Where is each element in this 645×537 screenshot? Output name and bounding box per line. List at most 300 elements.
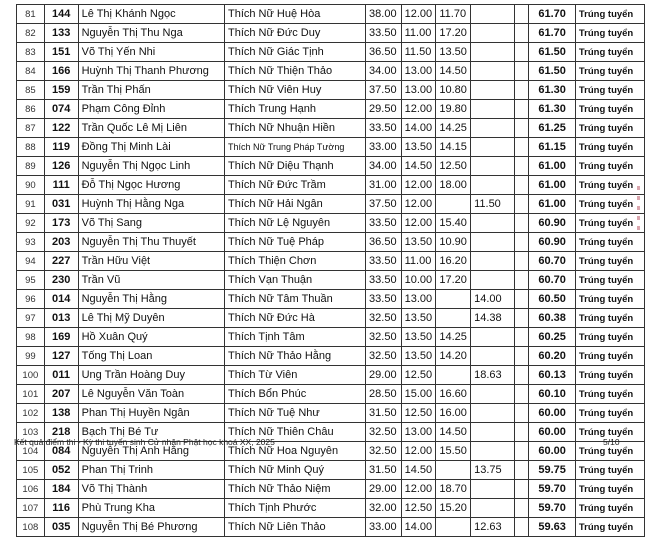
candidate-number-cell: 169 (44, 328, 78, 347)
total-score-cell: 60.90 (529, 233, 576, 252)
table-row (17, 119, 645, 138)
table-row (17, 271, 645, 290)
score-2-cell: 13.00 (401, 62, 436, 81)
candidate-number-cell: 207 (44, 385, 78, 404)
candidate-number-cell: 031 (44, 195, 78, 214)
score-3-cell (436, 309, 471, 328)
dharma-name-cell: Thích Vạn Thuận (224, 271, 365, 290)
score-3-cell: 15.50 (436, 442, 471, 461)
result-status-cell: Trúng tuyển (575, 43, 644, 62)
dharma-name-cell: Thích Nữ Giác Tịnh (224, 43, 365, 62)
candidate-name-cell: Lê Thị Mỹ Duyên (78, 309, 224, 328)
result-status-cell: Trúng tuyển (575, 252, 644, 271)
score-1-cell: 33.50 (366, 271, 402, 290)
dharma-name-cell: Thích Nữ Lệ Nguyên (224, 214, 365, 233)
score-4-cell (471, 442, 514, 461)
row-number-cell: 104 (17, 442, 45, 461)
score-3-cell: 13.50 (436, 43, 471, 62)
result-status-cell: Trúng tuyển (575, 214, 644, 233)
score-5-cell (514, 81, 529, 100)
score-3-cell: 10.80 (436, 81, 471, 100)
score-2-cell: 12.50 (401, 404, 436, 423)
score-1-cell: 32.50 (366, 442, 402, 461)
table-row (17, 328, 645, 347)
candidate-number-cell: 203 (44, 233, 78, 252)
dharma-name-cell: Thích Nữ Thảo Niệm (224, 480, 365, 499)
row-number-cell: 98 (17, 328, 45, 347)
score-2-cell: 12.00 (401, 100, 436, 119)
score-4-cell (471, 499, 514, 518)
row-number-cell: 99 (17, 347, 45, 366)
dharma-name-cell: Thích Từ Viên (224, 366, 365, 385)
result-status-cell: Trúng tuyển (575, 385, 644, 404)
score-2-cell: 14.00 (401, 518, 436, 537)
candidate-number-cell: 122 (44, 119, 78, 138)
total-score-cell: 61.70 (529, 5, 576, 24)
candidate-name-cell: Nguyễn Thị Thu Nga (78, 24, 224, 43)
score-1-cell: 36.50 (366, 43, 402, 62)
score-1-cell: 37.50 (366, 195, 402, 214)
candidate-number-cell: 166 (44, 62, 78, 81)
candidate-number-cell: 116 (44, 499, 78, 518)
total-score-cell: 61.30 (529, 81, 576, 100)
dharma-name-cell: Thích Nữ Liên Thảo (224, 518, 365, 537)
score-2-cell: 12.00 (401, 176, 436, 195)
total-score-cell: 60.70 (529, 271, 576, 290)
table-row (17, 214, 645, 233)
total-score-cell: 60.20 (529, 347, 576, 366)
row-number-cell: 107 (17, 499, 45, 518)
score-3-cell: 10.90 (436, 233, 471, 252)
score-5-cell (514, 24, 529, 43)
table-row (17, 24, 645, 43)
score-4-cell (471, 176, 514, 195)
score-3-cell: 14.25 (436, 119, 471, 138)
total-score-cell: 60.38 (529, 309, 576, 328)
result-status-cell: Trúng tuyển (575, 62, 644, 81)
table-row (17, 518, 645, 537)
score-1-cell: 38.00 (366, 5, 402, 24)
table-row (17, 81, 645, 100)
score-4-cell (471, 328, 514, 347)
total-score-cell: 61.50 (529, 43, 576, 62)
score-2-cell: 13.50 (401, 347, 436, 366)
score-4-cell (471, 100, 514, 119)
score-5-cell (514, 518, 529, 537)
table-row (17, 195, 645, 214)
candidate-name-cell: Hồ Xuân Quý (78, 328, 224, 347)
candidate-name-cell: Phạm Công Đỉnh (78, 100, 224, 119)
score-1-cell: 31.00 (366, 176, 402, 195)
result-status-cell: Trúng tuyển (575, 271, 644, 290)
total-score-cell: 59.70 (529, 480, 576, 499)
candidate-name-cell: Nguyễn Thị Bé Phương (78, 518, 224, 537)
score-5-cell (514, 214, 529, 233)
score-5-cell (514, 195, 529, 214)
dharma-name-cell: Thích Nữ Thiện Thảo (224, 62, 365, 81)
result-status-cell: Trúng tuyển (575, 81, 644, 100)
result-status-cell: Trúng tuyển (575, 195, 644, 214)
candidate-number-cell: 013 (44, 309, 78, 328)
dharma-name-cell: Thích Nữ Huệ Hòa (224, 5, 365, 24)
score-1-cell: 36.50 (366, 233, 402, 252)
table-row (17, 100, 645, 119)
footer-title: Kết quả điểm thi - Kỳ thi tuyển sinh Cử nhân Phật học khoá XX, 2025 (14, 437, 275, 447)
row-number-cell: 86 (17, 100, 45, 119)
dharma-name-cell: Thích Bổn Phúc (224, 385, 365, 404)
score-4-cell (471, 24, 514, 43)
score-2-cell: 13.00 (401, 81, 436, 100)
result-status-cell: Trúng tuyển (575, 176, 644, 195)
result-status-cell: Trúng tuyển (575, 404, 644, 423)
score-5-cell (514, 100, 529, 119)
score-1-cell: 37.50 (366, 81, 402, 100)
results-table-body (17, 5, 645, 537)
table-row (17, 385, 645, 404)
candidate-number-cell: 074 (44, 100, 78, 119)
score-2-cell: 13.50 (401, 309, 436, 328)
score-3-cell: 14.15 (436, 138, 471, 157)
score-1-cell: 29.50 (366, 100, 402, 119)
candidate-number-cell: 126 (44, 157, 78, 176)
table-row (17, 43, 645, 62)
result-status-cell: Trúng tuyển (575, 309, 644, 328)
score-1-cell: 33.50 (366, 24, 402, 43)
score-4-cell (471, 81, 514, 100)
score-3-cell (436, 461, 471, 480)
table-row (17, 290, 645, 309)
table-row (17, 5, 645, 24)
table-row (17, 176, 645, 195)
row-number-cell: 97 (17, 309, 45, 328)
score-3-cell: 18.00 (436, 176, 471, 195)
candidate-name-cell: Phù Trung Kha (78, 499, 224, 518)
candidate-name-cell: Lê Thị Khánh Ngọc (78, 5, 224, 24)
total-score-cell: 61.00 (529, 195, 576, 214)
score-3-cell: 16.20 (436, 252, 471, 271)
candidate-name-cell: Phan Thị Trinh (78, 461, 224, 480)
row-number-cell: 91 (17, 195, 45, 214)
score-2-cell: 13.50 (401, 138, 436, 157)
score-2-cell: 14.50 (401, 157, 436, 176)
candidate-number-cell: 230 (44, 271, 78, 290)
score-4-cell (471, 252, 514, 271)
row-number-cell: 93 (17, 233, 45, 252)
candidate-number-cell: 138 (44, 404, 78, 423)
candidate-name-cell: Huỳnh Thị Hằng Nga (78, 195, 224, 214)
score-1-cell: 33.00 (366, 138, 402, 157)
dharma-name-cell: Thích Tịnh Phước (224, 499, 365, 518)
table-row (17, 461, 645, 480)
candidate-number-cell: 133 (44, 24, 78, 43)
score-3-cell: 17.20 (436, 24, 471, 43)
score-2-cell: 11.00 (401, 252, 436, 271)
score-5-cell (514, 309, 529, 328)
candidate-name-cell: Bạch Thị Bé Tư (78, 423, 224, 442)
candidate-name-cell: Đồng Thị Minh Lài (78, 138, 224, 157)
candidate-name-cell: Đỗ Thị Ngọc Hương (78, 176, 224, 195)
table-row (17, 233, 645, 252)
score-2-cell: 10.00 (401, 271, 436, 290)
score-5-cell (514, 119, 529, 138)
score-2-cell: 13.00 (401, 290, 436, 309)
score-2-cell: 14.00 (401, 119, 436, 138)
total-score-cell: 61.00 (529, 176, 576, 195)
candidate-name-cell: Tống Thị Loan (78, 347, 224, 366)
dharma-name-cell: Thích Nữ Đức Hà (224, 309, 365, 328)
score-4-cell: 13.75 (471, 461, 514, 480)
total-score-cell: 59.63 (529, 518, 576, 537)
score-1-cell: 31.50 (366, 461, 402, 480)
score-3-cell: 15.40 (436, 214, 471, 233)
score-3-cell: 12.50 (436, 157, 471, 176)
score-1-cell: 32.50 (366, 347, 402, 366)
table-row (17, 62, 645, 81)
dharma-name-cell: Thích Nữ Đức Trầm (224, 176, 365, 195)
margin-stamp-marks (636, 180, 642, 260)
score-1-cell: 34.00 (366, 62, 402, 81)
row-number-cell: 84 (17, 62, 45, 81)
total-score-cell: 60.10 (529, 385, 576, 404)
score-3-cell: 14.25 (436, 328, 471, 347)
score-5-cell (514, 43, 529, 62)
result-status-cell: Trúng tuyển (575, 366, 644, 385)
score-4-cell (471, 138, 514, 157)
dharma-name-cell: Thích Nữ Đức Duy (224, 24, 365, 43)
score-4-cell (471, 233, 514, 252)
table-row (17, 138, 645, 157)
candidate-number-cell: 084 (44, 442, 78, 461)
total-score-cell: 60.00 (529, 442, 576, 461)
candidate-number-cell: 111 (44, 176, 78, 195)
score-5-cell (514, 233, 529, 252)
total-score-cell: 61.00 (529, 157, 576, 176)
candidate-number-cell: 035 (44, 518, 78, 537)
candidate-number-cell: 227 (44, 252, 78, 271)
total-score-cell: 60.50 (529, 290, 576, 309)
table-row (17, 404, 645, 423)
dharma-name-cell: Thích Nữ Hải Ngân (224, 195, 365, 214)
candidate-name-cell: Trần Vũ (78, 271, 224, 290)
score-4-cell: 14.38 (471, 309, 514, 328)
total-score-cell: 60.70 (529, 252, 576, 271)
result-status-cell: Trúng tuyển (575, 328, 644, 347)
result-status-cell: Trúng tuyển (575, 24, 644, 43)
score-3-cell (436, 366, 471, 385)
row-number-cell: 96 (17, 290, 45, 309)
candidate-name-cell: Trần Quốc Lê Mị Liên (78, 119, 224, 138)
candidate-name-cell: Nguyễn Thị Thu Thuyết (78, 233, 224, 252)
score-2-cell: 12.00 (401, 195, 436, 214)
total-score-cell: 60.13 (529, 366, 576, 385)
candidate-number-cell: 014 (44, 290, 78, 309)
candidate-name-cell: Nguyễn Thị Anh Hằng (78, 442, 224, 461)
result-status-cell: Trúng tuyển (575, 499, 644, 518)
score-4-cell (471, 423, 514, 442)
row-number-cell: 89 (17, 157, 45, 176)
score-4-cell: 11.50 (471, 195, 514, 214)
total-score-cell: 61.30 (529, 100, 576, 119)
score-3-cell: 15.20 (436, 499, 471, 518)
score-5-cell (514, 176, 529, 195)
table-row (17, 366, 645, 385)
candidate-number-cell: 151 (44, 43, 78, 62)
score-1-cell: 29.00 (366, 480, 402, 499)
table-row (17, 480, 645, 499)
candidate-name-cell: Nguyễn Thị Ngọc Linh (78, 157, 224, 176)
score-2-cell: 12.50 (401, 366, 436, 385)
score-1-cell: 28.50 (366, 385, 402, 404)
dharma-name-cell: Thích Nữ Tuệ Như (224, 404, 365, 423)
score-4-cell (471, 62, 514, 81)
score-3-cell: 11.70 (436, 5, 471, 24)
score-4-cell (471, 404, 514, 423)
row-number-cell: 101 (17, 385, 45, 404)
score-1-cell: 33.50 (366, 252, 402, 271)
dharma-name-cell: Thích Nữ Viên Huy (224, 81, 365, 100)
score-4-cell (471, 385, 514, 404)
candidate-name-cell: Nguyễn Thị Hằng (78, 290, 224, 309)
score-2-cell: 13.50 (401, 328, 436, 347)
result-status-cell: Trúng tuyển (575, 5, 644, 24)
score-1-cell: 33.50 (366, 290, 402, 309)
total-score-cell: 59.75 (529, 461, 576, 480)
score-2-cell: 12.50 (401, 499, 436, 518)
score-3-cell: 14.50 (436, 62, 471, 81)
total-score-cell: 60.00 (529, 404, 576, 423)
result-status-cell: Trúng tuyển (575, 480, 644, 499)
score-5-cell (514, 290, 529, 309)
page-number: 5/10 (603, 437, 620, 447)
candidate-name-cell: Võ Thị Sang (78, 214, 224, 233)
candidate-number-cell: 144 (44, 5, 78, 24)
total-score-cell: 61.70 (529, 24, 576, 43)
total-score-cell: 61.50 (529, 62, 576, 81)
score-5-cell (514, 404, 529, 423)
dharma-name-cell: Thích Nữ Trung Pháp Tường (224, 138, 365, 157)
candidate-name-cell: Trần Hữu Việt (78, 252, 224, 271)
table-row (17, 157, 645, 176)
score-4-cell (471, 214, 514, 233)
row-number-cell: 81 (17, 5, 45, 24)
score-3-cell: 14.50 (436, 423, 471, 442)
score-4-cell: 18.63 (471, 366, 514, 385)
score-2-cell: 11.00 (401, 24, 436, 43)
score-1-cell: 33.50 (366, 214, 402, 233)
score-4-cell (471, 119, 514, 138)
score-3-cell (436, 195, 471, 214)
score-5-cell (514, 5, 529, 24)
score-5-cell (514, 385, 529, 404)
score-5-cell (514, 62, 529, 81)
score-5-cell (514, 271, 529, 290)
score-3-cell: 19.80 (436, 100, 471, 119)
dharma-name-cell: Thích Trung Hạnh (224, 100, 365, 119)
row-number-cell: 108 (17, 518, 45, 537)
dharma-name-cell: Thích Nữ Diệu Thạnh (224, 157, 365, 176)
score-5-cell (514, 442, 529, 461)
row-number-cell: 83 (17, 43, 45, 62)
result-status-cell: Trúng tuyển (575, 442, 644, 461)
candidate-number-cell: 173 (44, 214, 78, 233)
score-1-cell: 32.50 (366, 423, 402, 442)
score-2-cell: 14.50 (401, 461, 436, 480)
score-4-cell (471, 347, 514, 366)
row-number-cell: 103 (17, 423, 45, 442)
result-status-cell: Trúng tuyển (575, 347, 644, 366)
row-number-cell: 94 (17, 252, 45, 271)
candidate-number-cell: 159 (44, 81, 78, 100)
dharma-name-cell: Thích Thiện Chơn (224, 252, 365, 271)
score-5-cell (514, 461, 529, 480)
score-5-cell (514, 157, 529, 176)
row-number-cell: 88 (17, 138, 45, 157)
score-2-cell: 15.00 (401, 385, 436, 404)
score-5-cell (514, 347, 529, 366)
score-5-cell (514, 366, 529, 385)
score-3-cell (436, 290, 471, 309)
score-1-cell: 34.00 (366, 157, 402, 176)
result-status-cell: Trúng tuyển (575, 423, 644, 442)
score-3-cell: 16.00 (436, 404, 471, 423)
row-number-cell: 95 (17, 271, 45, 290)
candidate-name-cell: Lê Nguyễn Văn Toàn (78, 385, 224, 404)
candidate-name-cell: Huỳnh Thị Thanh Phương (78, 62, 224, 81)
score-2-cell: 12.00 (401, 442, 436, 461)
total-score-cell: 60.25 (529, 328, 576, 347)
candidate-number-cell: 119 (44, 138, 78, 157)
score-4-cell (471, 157, 514, 176)
score-2-cell: 12.00 (401, 5, 436, 24)
candidate-name-cell: Trần Thị Phấn (78, 81, 224, 100)
results-table (16, 4, 645, 537)
score-4-cell: 14.00 (471, 290, 514, 309)
row-number-cell: 90 (17, 176, 45, 195)
result-status-cell: Trúng tuyển (575, 233, 644, 252)
score-1-cell: 33.00 (366, 518, 402, 537)
result-status-cell: Trúng tuyển (575, 138, 644, 157)
score-1-cell: 33.50 (366, 119, 402, 138)
score-4-cell (471, 43, 514, 62)
score-5-cell (514, 328, 529, 347)
row-number-cell: 105 (17, 461, 45, 480)
row-number-cell: 87 (17, 119, 45, 138)
score-2-cell: 12.00 (401, 480, 436, 499)
score-2-cell: 13.00 (401, 423, 436, 442)
score-3-cell: 18.70 (436, 480, 471, 499)
table-row (17, 499, 645, 518)
total-score-cell: 61.15 (529, 138, 576, 157)
result-status-cell: Trúng tuyển (575, 290, 644, 309)
score-2-cell: 13.50 (401, 233, 436, 252)
result-status-cell: Trúng tuyển (575, 518, 644, 537)
score-1-cell: 32.50 (366, 328, 402, 347)
dharma-name-cell: Thích Nữ Nhuận Hiền (224, 119, 365, 138)
dharma-name-cell: Thích Nữ Tâm Thuần (224, 290, 365, 309)
dharma-name-cell: Thích Nữ Hoa Nguyên (224, 442, 365, 461)
table-row (17, 347, 645, 366)
score-4-cell (471, 271, 514, 290)
score-3-cell: 16.60 (436, 385, 471, 404)
score-2-cell: 11.50 (401, 43, 436, 62)
total-score-cell: 61.25 (529, 119, 576, 138)
score-5-cell (514, 480, 529, 499)
result-status-cell: Trúng tuyển (575, 100, 644, 119)
score-5-cell (514, 499, 529, 518)
score-4-cell (471, 480, 514, 499)
candidate-number-cell: 218 (44, 423, 78, 442)
score-5-cell (514, 252, 529, 271)
